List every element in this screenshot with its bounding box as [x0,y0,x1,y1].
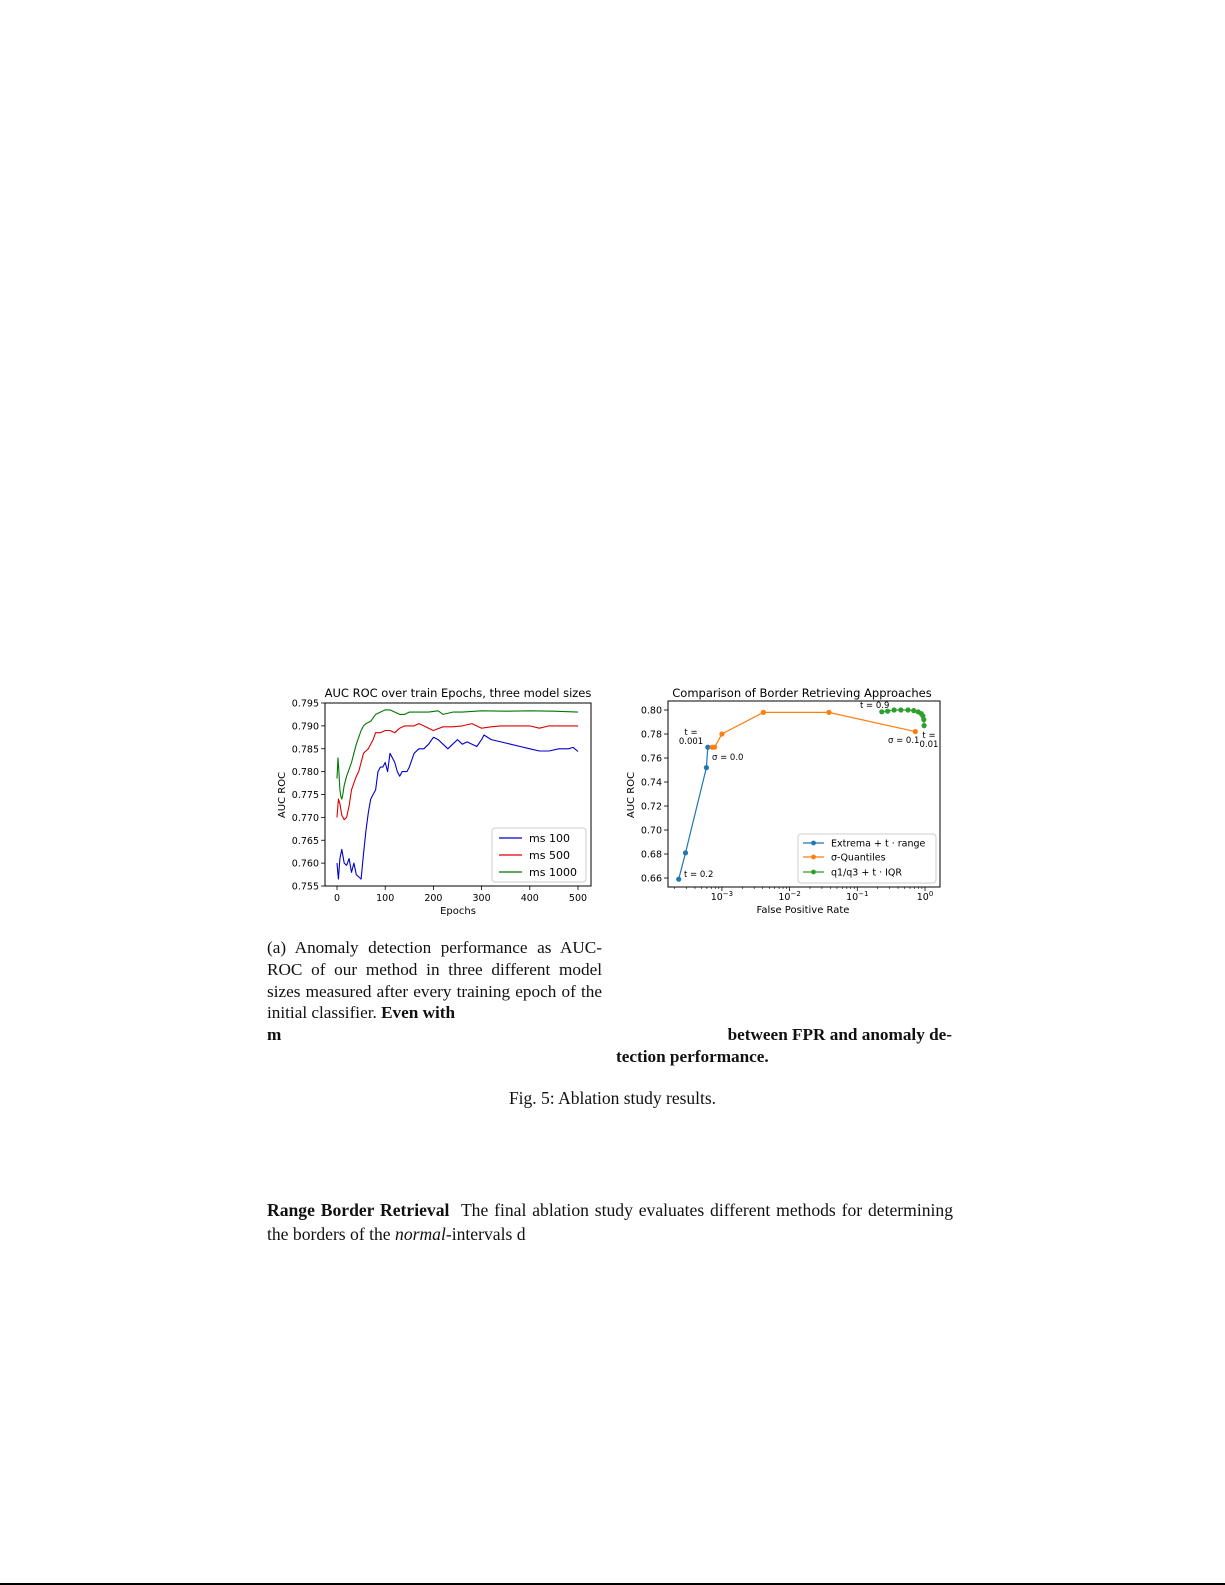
y-tick-label: 0.76 [640,753,662,765]
chart-a-legend [492,828,586,882]
subfigure-a-caption-bold-line2: m [267,1025,282,1045]
chart-b-y-axis [641,706,668,885]
y-tick-label: 0.70 [640,825,662,837]
figure-caption [0,1088,1225,1109]
data-point [712,745,717,750]
annotation: 0.001 [678,737,704,747]
y-tick-label: 0.68 [640,849,662,861]
y-tick-label: 0.775 [291,790,319,801]
y-tick-label: 0.770 [291,812,319,824]
y-tick-label: 0.74 [640,777,662,789]
paragraph-text-2: -intervals d [445,1224,526,1244]
chart-a-y-axis [292,699,325,893]
paragraph-text-1: The final ablation study evaluates different methods for determining the borders of the [267,1200,953,1244]
subfigure-a-caption-bold: Even with [381,1003,456,1023]
paragraph-text-italic: normal [395,1224,446,1244]
data-point [761,710,766,715]
chart-b-xlabel: False Positive Rate [756,905,850,916]
figure-caption-text: Ablation study results. [558,1088,717,1108]
data-point [913,729,918,734]
subfigure-b-caption-line1: between FPR and anomaly de- [727,1025,952,1044]
data-point [921,717,926,722]
x-tick-label: $10^{-2}$ [778,890,801,903]
chart-a-ylabel: AUC ROC [277,771,288,819]
y-tick-label: 0.785 [291,744,319,756]
y-tick-label: 0.66 [640,873,662,885]
x-tick-label: $10^0$ [916,890,934,903]
legend-ms500: ms 500 [529,849,570,862]
annotation: 0.01 [919,740,939,750]
y-tick-label: 0.80 [640,705,662,717]
x-tick-label: 500 [568,893,588,904]
series-line [337,724,578,820]
data-point [898,707,903,712]
legend-sigma-quantiles: σ-Quantiles [831,852,886,864]
y-tick-label: 0.78 [640,729,662,741]
data-point [922,723,927,728]
series-line [679,747,708,879]
y-tick-label: 0.765 [291,835,319,847]
chart-auc-over-epochs [270,680,610,920]
legend-extrema: Extrema + t · range [831,838,926,850]
annotation: t = 0.2 [684,870,714,880]
x-tick-label: 0 [333,893,341,904]
data-point [911,708,916,713]
annotation: t = 0.9 [860,701,890,711]
data-point [704,765,709,770]
legend-ms100: ms 100 [529,832,570,845]
subfigure-b-caption [616,1024,952,1068]
data-point [683,850,688,855]
chart-border-retrieval [620,680,950,920]
data-point [676,877,681,882]
x-tick-label: $10^{-1}$ [846,890,869,903]
y-tick-label: 0.780 [291,767,319,779]
y-tick-label: 0.790 [291,721,319,733]
chart-b-legend [798,834,936,883]
chart-a-x-axis [334,886,587,904]
y-tick-label: 0.760 [291,858,319,870]
data-point [719,731,724,736]
x-tick-label: $10^{-3}$ [710,890,734,903]
x-tick-label: 400 [520,893,539,904]
subfigure-b-caption-line2: tection performance. [616,1046,769,1066]
data-point [892,707,897,712]
y-tick-label: 0.72 [640,801,662,813]
x-tick-label: 100 [376,893,395,904]
y-tick-label: 0.795 [291,698,319,710]
figure-caption-label: Fig. 5: [508,1088,555,1108]
chart-b-x-axis [675,887,934,903]
legend-ms1000: ms 1000 [529,866,577,879]
annotation: t = [684,728,698,738]
subfigure-a-caption [267,937,602,1046]
chart-b-title: Comparison of Border Retrieving Approaches [672,686,932,700]
chart-b-ylabel: AUC ROC [626,771,637,819]
x-tick-label: 200 [424,893,443,904]
annotation: σ = 0.1 [888,736,920,746]
legend-iqr: q1/q3 + t · IQR [831,867,903,879]
series-line [712,712,915,747]
data-point [905,707,910,712]
paragraph-heading: Range Border Retrieval [267,1200,450,1220]
series-line [337,710,578,799]
subfigure-a-caption-text: (a) Anomaly detection performance as AUC-ROC of our method in three different model sizes measured after every training epoch of the initial classifier. [267,938,602,1023]
data-point [826,710,831,715]
x-tick-label: 300 [472,893,491,904]
annotation: t = [922,731,936,741]
chart-a-xlabel: Epochs [440,906,476,917]
body-paragraph [267,1198,953,1246]
annotation: σ = 0.0 [712,753,744,763]
chart-a-title: AUC ROC over train Epochs, three model sizes [324,686,592,700]
y-tick-label: 0.755 [291,881,319,893]
